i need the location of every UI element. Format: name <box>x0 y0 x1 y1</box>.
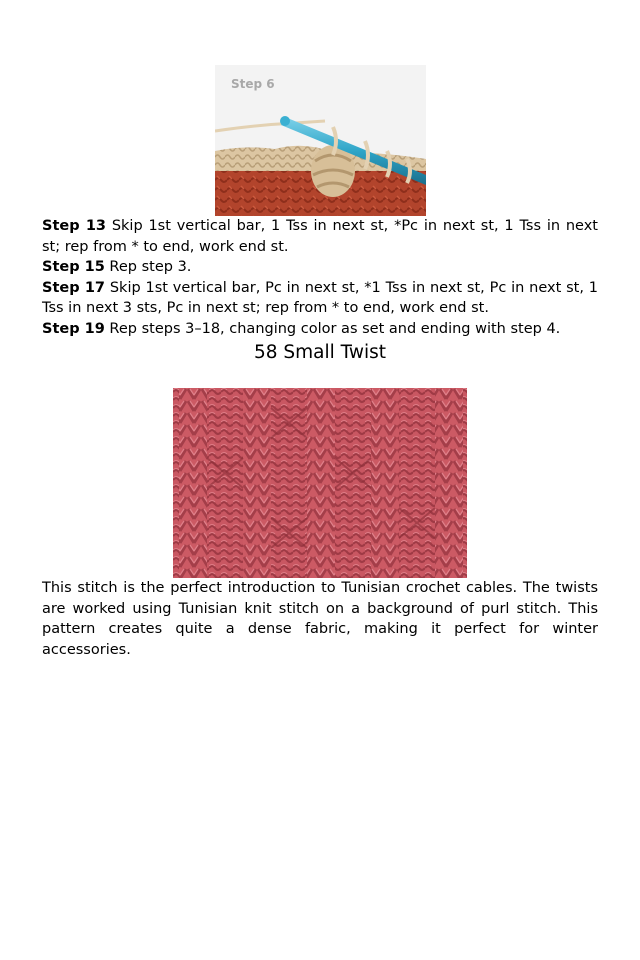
section-title: 58 Small Twist <box>253 342 387 363</box>
step-13 <box>42 216 598 257</box>
step-label: Step 17 <box>42 279 106 296</box>
step-text: Rep step 3. <box>104 259 192 275</box>
step-text: Skip 1st vertical bar, 1 Tss in next st, *Pc in next st, 1 Tss in next st; rep from * to end, work end st. <box>42 218 598 255</box>
step-6-photo <box>215 65 426 216</box>
step-label: Step 19 <box>42 320 105 337</box>
step-17 <box>42 278 598 319</box>
step-15 <box>42 257 598 278</box>
step-19 <box>42 319 598 340</box>
stitch-description: This stitch is the perfect introduction to Tunisian crochet cables. The twists are worked using Tunisian knit stitch on a background of purl stitch. This pattern creates quite a dense fabric, making it perfect for winter accessories. <box>42 580 598 658</box>
step-label: Step 15 <box>42 259 105 275</box>
photo-caption: Step 6 <box>231 77 275 91</box>
step-text: Rep steps 3–18, changing color as set and ending with step 4. <box>104 320 561 337</box>
step-text: Skip 1st vertical bar, Pc in next st, *1 Tss in next st, Pc in next st, 1 Tss in next 3 sts, Pc in next st; rep from * to end, work end st. <box>42 279 598 316</box>
step-label: Step 13 <box>42 218 107 234</box>
stitch-swatch-photo <box>173 388 467 578</box>
steps-list <box>42 216 598 339</box>
